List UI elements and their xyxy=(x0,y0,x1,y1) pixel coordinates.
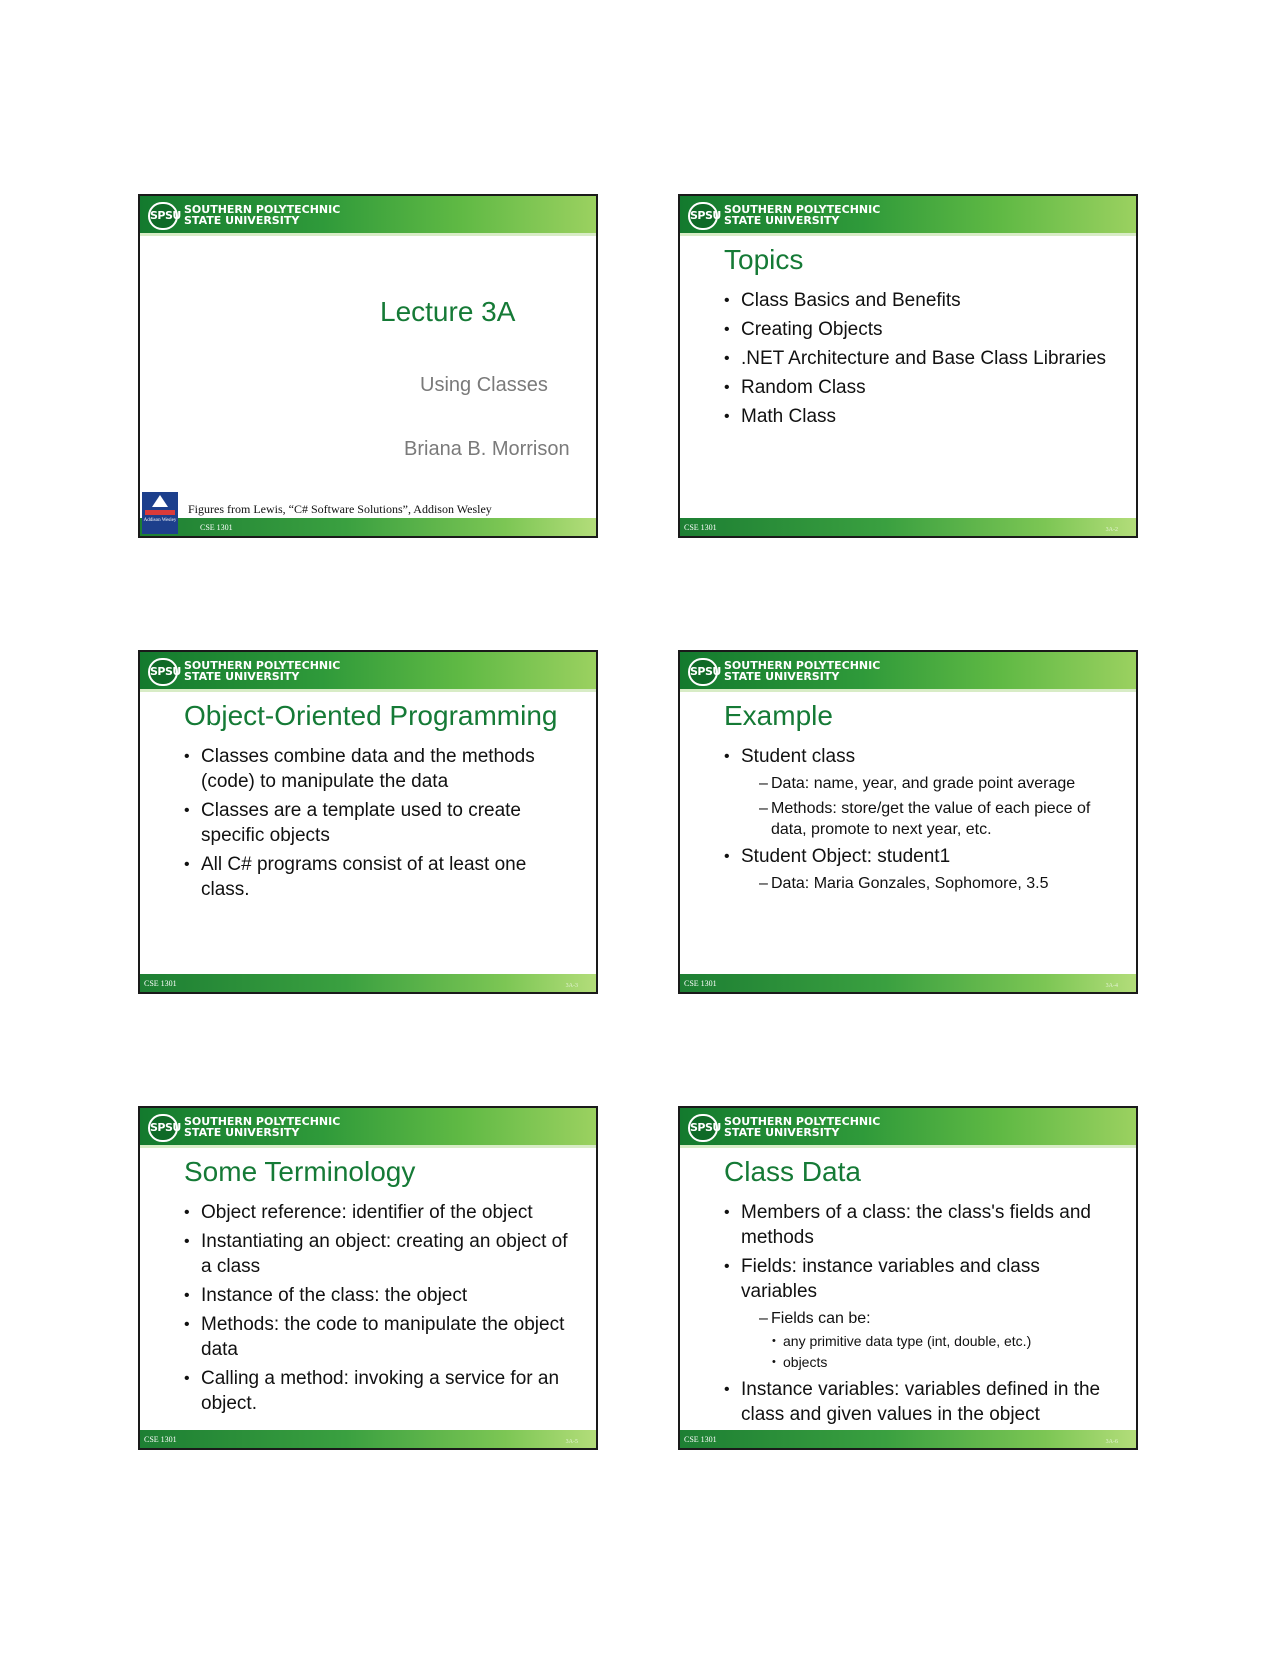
bullet-item: • Instance of the class: the object xyxy=(184,1283,574,1308)
sub-item: – Methods: store/get the value of each piece of data, promote to next year, etc. xyxy=(741,798,1114,840)
slide-header xyxy=(140,1108,596,1148)
footer-course: CSE 1301 xyxy=(684,523,717,532)
slide-1 xyxy=(138,194,598,538)
slide-header xyxy=(680,1108,1136,1148)
sub-item: – Data: name, year, and grade point average xyxy=(741,773,1114,794)
bullet-item: • Instance variables: variables defined in the class and given values in the object xyxy=(724,1377,1114,1427)
university-name: SOUTHERN POLYTECHNIC STATE UNIVERSITY xyxy=(184,659,341,683)
slide-footer xyxy=(140,974,596,992)
lecture-author: Briana B. Morrison xyxy=(404,438,570,460)
university-logo: SPSU xyxy=(688,658,718,686)
university-name: SOUTHERN POLYTECHNIC STATE UNIVERSITY xyxy=(184,1115,341,1139)
sub-sub-list xyxy=(741,1331,1114,1373)
slide-footer xyxy=(140,518,596,536)
bullet-item: • Instantiating an object: creating an object of a class xyxy=(184,1229,574,1279)
university-logo: SPSU xyxy=(688,202,718,230)
slide-title: Some Terminology xyxy=(184,1156,416,1187)
slide-header xyxy=(680,196,1136,236)
bullet-item: • Members of a class: the class's fields and methods xyxy=(724,1200,1114,1250)
sub-list xyxy=(741,873,1114,894)
page-number: 3A-3 xyxy=(565,983,578,989)
sub-item: – Data: Maria Gonzales, Sophomore, 3.5 xyxy=(741,873,1114,894)
sub-list xyxy=(741,1308,1114,1373)
bullet-item: • Fields: instance variables and class variables – Fields can be: • any primitive data type (int, double, etc.) • objects xyxy=(724,1254,1114,1373)
bullet-item: • Object reference: identifier of the object xyxy=(184,1200,574,1225)
footer-course: CSE 1301 xyxy=(144,1435,177,1444)
university-name: SOUTHERN POLYTECHNIC STATE UNIVERSITY xyxy=(724,1115,881,1139)
slide-footer xyxy=(140,1430,596,1448)
slide-header xyxy=(140,652,596,692)
slide-title: Topics xyxy=(724,244,804,275)
page-number: 3A-6 xyxy=(1105,1439,1118,1445)
bullet-item: • Student class – Data: name, year, and grade point average – Methods: store/get the value of each piece of data, promote to next year, etc. xyxy=(724,744,1114,840)
sub-sub-item: • objects xyxy=(741,1352,1114,1373)
university-name: SOUTHERN POLYTECHNIC STATE UNIVERSITY xyxy=(184,203,341,227)
slide-4 xyxy=(678,650,1138,994)
university-logo: SPSU xyxy=(688,1114,718,1142)
sub-item: – Fields can be: • any primitive data type (int, double, etc.) • objects xyxy=(741,1308,1114,1373)
slide-3 xyxy=(138,650,598,994)
footer-course: CSE 1301 xyxy=(144,979,177,988)
sub-list xyxy=(741,773,1114,840)
bullet-list xyxy=(724,1200,1114,1431)
bullet-item: • .NET Architecture and Base Class Libraries xyxy=(724,346,1114,371)
slide-footer xyxy=(680,1430,1136,1448)
university-logo: SPSU xyxy=(148,658,178,686)
slide-6 xyxy=(678,1106,1138,1450)
bullet-list xyxy=(184,744,574,906)
slide-footer xyxy=(680,518,1136,536)
university-logo: SPSU xyxy=(148,1114,178,1142)
publisher-logo: Addison Wesley xyxy=(142,492,178,534)
slide-title: Class Data xyxy=(724,1156,861,1187)
bullet-item: • All C# programs consist of at least one class. xyxy=(184,852,574,902)
slide-title: Example xyxy=(724,700,833,731)
footer-course: CSE 1301 xyxy=(200,523,233,532)
bullet-list xyxy=(184,1200,574,1420)
bullet-item: • Creating Objects xyxy=(724,317,1114,342)
sub-sub-item: • any primitive data type (int, double, etc.) xyxy=(741,1331,1114,1352)
bullet-item: • Student Object: student1 – Data: Maria Gonzales, Sophomore, 3.5 xyxy=(724,844,1114,894)
bullet-item: • Random Class xyxy=(724,375,1114,400)
slide-footer xyxy=(680,974,1136,992)
bullet-item: • Calling a method: invoking a service for an object. xyxy=(184,1366,574,1416)
bullet-item: • Classes combine data and the methods (code) to manipulate the data xyxy=(184,744,574,794)
figures-credit: Figures from Lewis, “C# Software Solutions”, Addison Wesley xyxy=(188,502,492,516)
page-number: 3A-4 xyxy=(1105,983,1118,989)
lecture-title: Lecture 3A xyxy=(380,296,516,327)
university-name: SOUTHERN POLYTECHNIC STATE UNIVERSITY xyxy=(724,659,881,683)
bullet-item: • Classes are a template used to create specific objects xyxy=(184,798,574,848)
slide-header xyxy=(140,196,596,236)
bullet-list xyxy=(724,744,1114,898)
footer-course: CSE 1301 xyxy=(684,1435,717,1444)
footer-course: CSE 1301 xyxy=(684,979,717,988)
slide-title: Object-Oriented Programming xyxy=(184,700,558,731)
bullet-item: • Methods: the code to manipulate the object data xyxy=(184,1312,574,1362)
bullet-item: • Class Basics and Benefits xyxy=(724,288,1114,313)
slide-5 xyxy=(138,1106,598,1450)
lecture-subtitle: Using Classes xyxy=(420,374,548,396)
page-number: 3A-2 xyxy=(1105,527,1118,533)
slide-header xyxy=(680,652,1136,692)
slide-2 xyxy=(678,194,1138,538)
university-name: SOUTHERN POLYTECHNIC STATE UNIVERSITY xyxy=(724,203,881,227)
bullet-item: • Math Class xyxy=(724,404,1114,429)
university-logo: SPSU xyxy=(148,202,178,230)
bullet-list xyxy=(724,288,1114,433)
page-number: 3A-5 xyxy=(565,1439,578,1445)
